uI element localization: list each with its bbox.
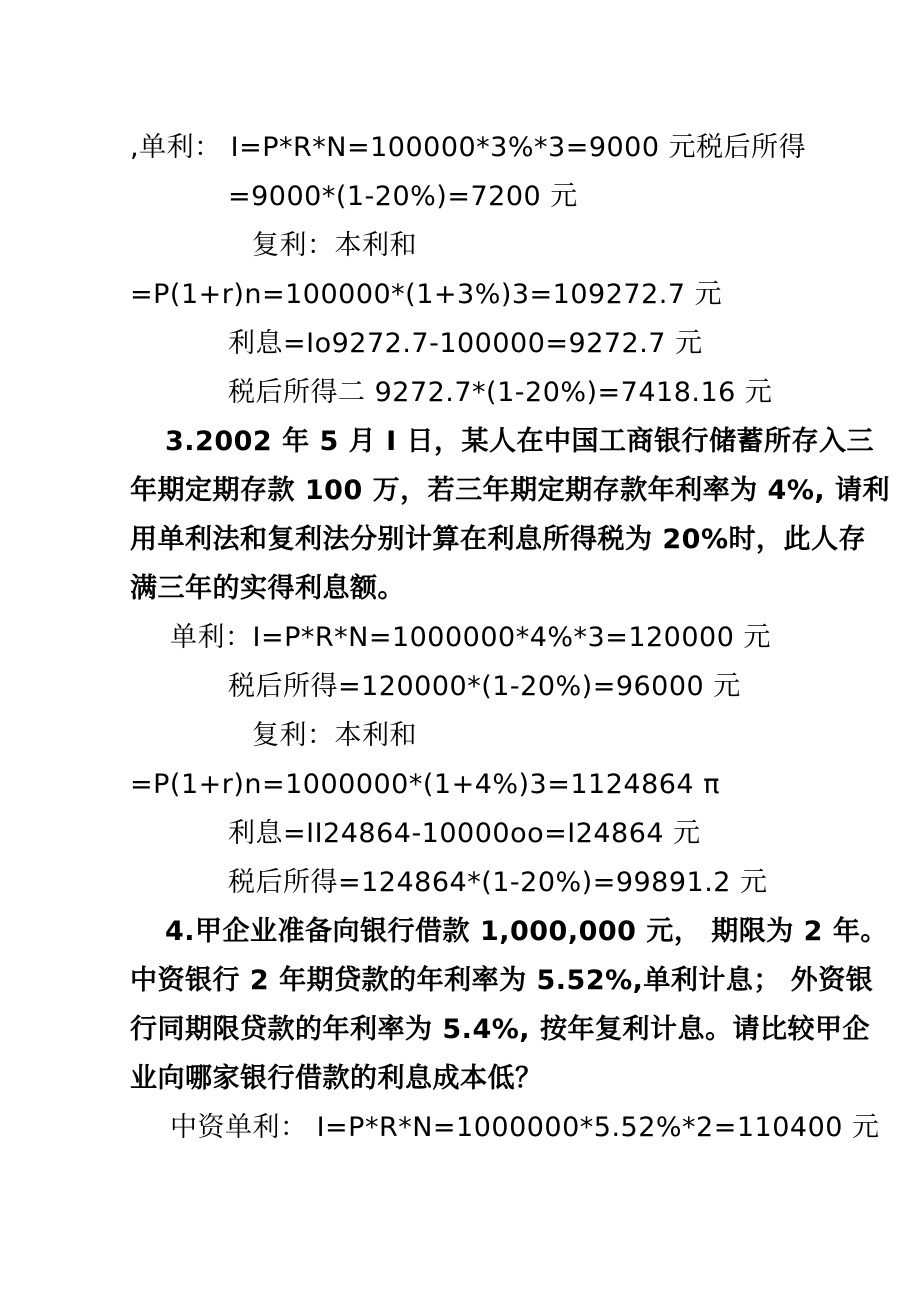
question-4-line-1: 4.甲企业准备向银行借款 1,000,000 元， 期限为 2 年。 [165, 916, 888, 947]
question-4-line-4: 业向哪家银行借款的利息成本低？ [130, 1063, 543, 1094]
answer-3-compound-after-tax: 税后所得=124864*(1-20%)=99891.2 元 [228, 867, 768, 898]
interest-line: 利息=Io9272.7-100000=9272.7 元 [228, 328, 703, 359]
compound-interest-heading: 复利：本利和 [252, 230, 417, 261]
question-4-line-2: 中资银行 2 年期贷款的年利率为 5.52%,单利计息； 外资银 [130, 965, 874, 996]
question-3-line-3: 用单利法和复利法分别计算在利息所得税为 20%时，此人存 [130, 524, 867, 555]
question-3-line-4: 满三年的实得利息额。 [130, 573, 405, 604]
after-tax-line: 税后所得二 9272.7*(1-20%)=7418.16 元 [228, 377, 773, 408]
question-3-line-2: 年期定期存款 100 万，若三年期定期存款年利率为 4%, 请利 [130, 475, 891, 506]
simple-interest-line-1: ,单利： I=P*R*N=100000*3%*3=9000 元税后所得 [130, 132, 807, 163]
answer-3-interest-line: 利息=II24864-10000oo=I24864 元 [228, 818, 701, 849]
compound-formula-line: =P(1+r)n=100000*(1+3%)3=109272.7 元 [130, 279, 723, 310]
answer-3-compound-heading: 复利：本利和 [252, 720, 417, 751]
answer-3-simple-line: 单利：I=P*R*N=1000000*4%*3=120000 元 [170, 622, 771, 653]
answer-3-after-tax-line: 税后所得=120000*(1-20%)=96000 元 [228, 671, 741, 702]
question-3-line-1: 3.2002 年 5 月 I 日，某人在中国工商银行储蓄所存入三 [165, 426, 875, 457]
answer-3-compound-formula: =P(1+r)n=1000000*(1+4%)3=1124864 π [130, 769, 720, 800]
answer-4-simple-line: 中资单利： I=P*R*N=1000000*5.52%*2=110400 元 [170, 1112, 880, 1143]
question-4-line-3: 行同期限贷款的年利率为 5.4%, 按年复利计息。请比较甲企 [130, 1014, 870, 1045]
simple-interest-line-2: =9000*(1-20%)=7200 元 [228, 181, 578, 212]
